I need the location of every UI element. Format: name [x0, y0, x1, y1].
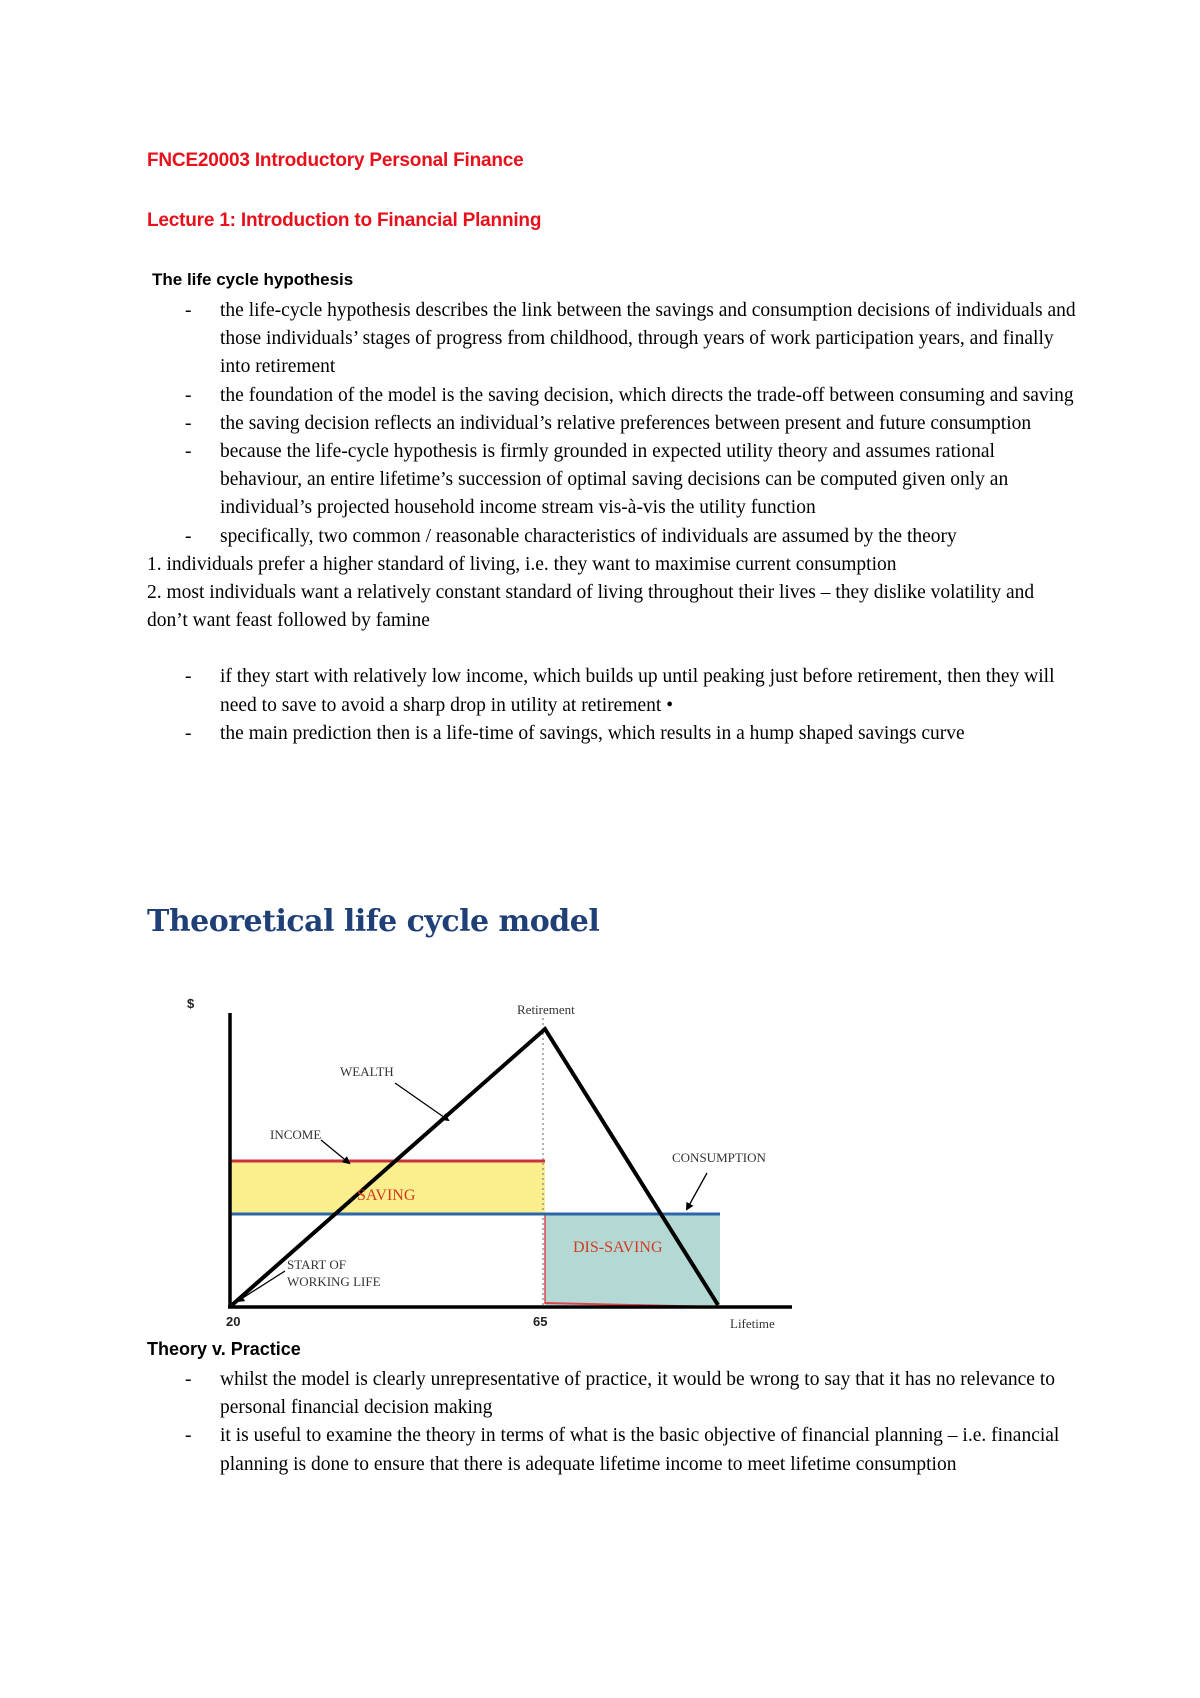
bullet-marker: - [185, 666, 192, 688]
dissaving-area [545, 1214, 720, 1305]
start-label-line2: WORKING LIFE [287, 1274, 381, 1289]
bullet-marker: - [185, 441, 192, 463]
bullet-marker: - [185, 1425, 192, 1447]
life-cycle-bullet-list [147, 297, 1077, 748]
list-item [147, 663, 1077, 719]
list-item-text: the main prediction then is a life-time of savings, which results in a hump shaped savings curve [220, 722, 965, 744]
consumption-label: CONSUMPTION [672, 1150, 766, 1165]
consumption-pointer-arrow [687, 1173, 707, 1209]
bullet-marker: - [185, 384, 192, 406]
life-cycle-heading: The life cycle hypothesis [152, 270, 354, 289]
paragraph-gap [147, 635, 1077, 663]
bullet-marker: - [185, 525, 192, 547]
theory-practice-heading: Theory v. Practice [147, 1339, 301, 1359]
wealth-label: WEALTH [340, 1064, 394, 1079]
x-start-label: 20 [226, 1314, 241, 1329]
model-heading: Theoretical life cycle model [147, 904, 600, 939]
bullet-marker: - [185, 412, 192, 434]
list-item-text: whilst the model is clearly unrepresentative of practice, it would be wrong to say that it has no relevance to personal financial decision making [220, 1369, 1055, 1419]
list-item [147, 1422, 1077, 1478]
list-item-text: the foundation of the model is the saving decision, which directs the trade-off between consuming and saving [220, 384, 1074, 406]
y-axis-label: $ [187, 996, 195, 1011]
list-item-text: specifically, two common / reasonable characteristics of individuals are assumed by the theory [220, 525, 957, 547]
bullet-marker: - [185, 300, 192, 321]
theory-practice-bullet-list [147, 1366, 1077, 1479]
list-item-text: it is useful to examine the theory in terms of what is the basic objective of financial planning – i.e. financial planning is done to ensure that there is adequate lifetime income to meet lifetime consumption [220, 1425, 1060, 1475]
dissaving-label: DIS-SAVING [573, 1239, 663, 1256]
bullet-marker: - [185, 1369, 192, 1390]
start-label-line1: START OF [287, 1257, 346, 1272]
x-axis-label: Lifetime [730, 1316, 775, 1331]
income-label: INCOME [270, 1127, 322, 1142]
life-cycle-diagram [187, 975, 810, 1335]
x-retire-label: 65 [533, 1314, 548, 1329]
start-pointer-arrow [238, 1271, 285, 1301]
lecture-title: Lecture 1: Introduction to Financial Planning [147, 210, 542, 231]
list-item [147, 410, 1077, 438]
list-item-text: the life-cycle hypothesis describes the link between the savings and consumption decisions of individuals and those individuals’ stages of progress from childhood, through years of work participation years, and finally into retirement [220, 300, 1076, 378]
numbered-item: 1. individuals prefer a higher standard of living, i.e. they want to maximise current consumption [147, 553, 897, 575]
list-item [147, 297, 1077, 382]
saving-label: SAVING [357, 1187, 416, 1204]
bullet-marker: - [185, 722, 192, 744]
list-item [147, 1366, 1077, 1422]
list-item [147, 382, 1077, 410]
wealth-pointer-arrow [395, 1083, 448, 1120]
diagram-svg [187, 975, 810, 1335]
course-title: FNCE20003 Introductory Personal Finance [147, 150, 524, 171]
list-item-text: the saving decision reflects an individual’s relative preferences between present and future consumption [220, 412, 1032, 434]
list-item [147, 438, 1077, 523]
retirement-label: Retirement [517, 1002, 575, 1017]
numbered-item: 2. most individuals want a relatively constant standard of living throughout their lives – they dislike volatility and don’t want feast followed by famine [147, 582, 1035, 632]
list-item [147, 523, 1077, 551]
list-item-text: because the life-cycle hypothesis is firmly grounded in expected utility theory and assumes rational behaviour, an entire lifetime’s succession of optimal saving decisions can be computed given only an individual’s projected household income stream vis-à-vis the utility function [220, 441, 1009, 519]
list-item-text: if they start with relatively low income, which builds up until peaking just before retirement, then they will need to save to avoid a sharp drop in utility at retirement • [220, 666, 1055, 716]
list-item [147, 720, 1077, 748]
